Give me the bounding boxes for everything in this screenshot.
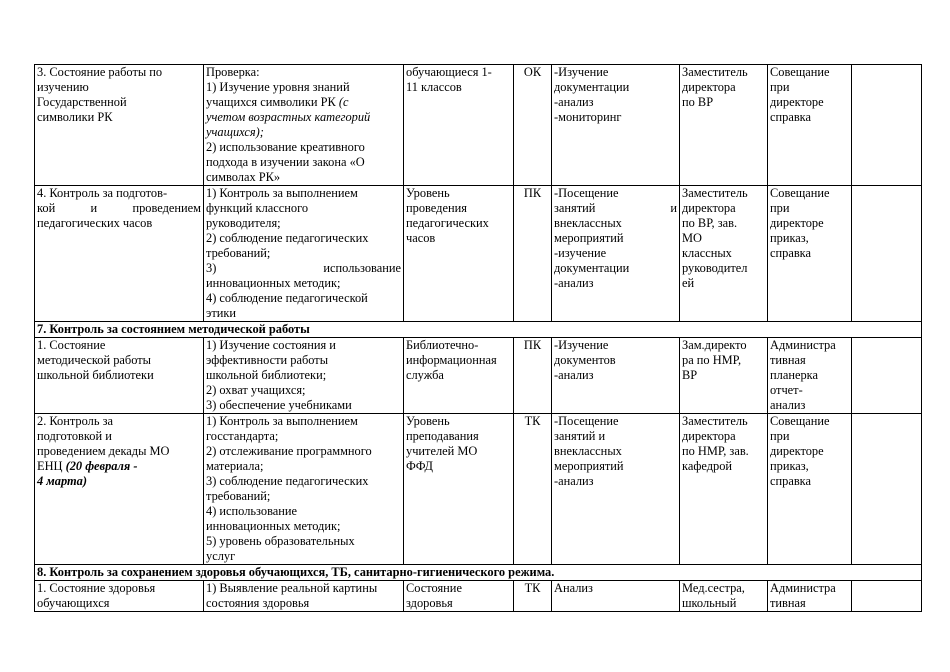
cell-responsible: Заместитель директора по ВР, зав. МО классных руководител ей — [680, 186, 768, 322]
cell-empty — [852, 414, 922, 565]
cell-empty — [852, 581, 922, 612]
cell-responsible: Мед.сестра, школьный — [680, 581, 768, 612]
cell-content: 1) Контроль за выполнением функций классного руководителя; 2) соблюдение педагогических требований; 3) использование инновационных методик; 4) соблюдение педагогической этики — [204, 186, 404, 322]
cell-content: Проверка: 1) Изучение уровня знаний учащихся символики РК (с учетом возрастных категорий учащихся); 2) использование креативного подхода в изучении закона «О символах РК» — [204, 65, 404, 186]
cell-method: -Изучение документов -анализ — [552, 338, 680, 414]
cell-responsible: Заместитель директора по ВР — [680, 65, 768, 186]
cell-empty — [852, 186, 922, 322]
cell-method: -Изучение документации -анализ -мониторинг — [552, 65, 680, 186]
cell-topic: 1. Состояние здоровья обучающихся — [35, 581, 204, 612]
cell-result: Администра тивная — [768, 581, 852, 612]
cell-result: Администра тивная планерка отчет- анализ — [768, 338, 852, 414]
cell-empty — [852, 65, 922, 186]
cell-object: Уровень проведения педагогических часов — [404, 186, 514, 322]
cell-method: -Посещение занятий и внеклассных мероприятий -анализ — [552, 414, 680, 565]
cell-responsible: Зам.директо ра по НМР, ВР — [680, 338, 768, 414]
cell-content: 1) Контроль за выполнением госстандарта; 2) отслеживание программного материала; 3) соблюдение педагогических требований; 4) использование инновационных методик; 5) уровень образовательных услуг — [204, 414, 404, 565]
cell-topic: 3. Состояние работы по изучению Государственной символики РК — [35, 65, 204, 186]
cell-result: Совещание при директоре приказ, справка — [768, 186, 852, 322]
cell-topic: 4. Контроль за подготов- кой и проведением педагогических часов — [35, 186, 204, 322]
cell-object: Библиотечно- информационная служба — [404, 338, 514, 414]
cell-object: Состояние здоровья — [404, 581, 514, 612]
table-row — [35, 65, 922, 186]
cell-result: Совещание при директоре приказ, справка — [768, 414, 852, 565]
cell-method: -Посещение занятий и внеклассных мероприятий -изучение документации -анализ — [552, 186, 680, 322]
section-header-row — [35, 565, 922, 581]
table-row — [35, 414, 922, 565]
section-title: 8. Контроль за сохранением здоровья обучающихся, ТБ, санитарно-гигиенического режима. — [35, 565, 922, 581]
cell-topic: 2. Контроль за подготовкой и проведением декады МО ЕНЦ (20 февраля - 4 марта) — [35, 414, 204, 565]
cell-type: ТК — [514, 414, 552, 565]
table-row — [35, 338, 922, 414]
cell-topic: 1. Состояние методической работы школьной библиотеки — [35, 338, 204, 414]
cell-type: ТК — [514, 581, 552, 612]
section-title: 7. Контроль за состоянием методической работы — [35, 322, 922, 338]
cell-object: обучающиеся 1- 11 классов — [404, 65, 514, 186]
cell-type: ПК — [514, 186, 552, 322]
cell-responsible: Заместитель директора по НМР, зав. кафедрой — [680, 414, 768, 565]
table-row — [35, 186, 922, 322]
cell-type: ОК — [514, 65, 552, 186]
cell-empty — [852, 338, 922, 414]
section-header-row — [35, 322, 922, 338]
control-plan-table — [34, 64, 922, 612]
cell-method: Анализ — [552, 581, 680, 612]
cell-result: Совещание при директоре справка — [768, 65, 852, 186]
cell-object: Уровень преподавания учителей МО ФФД — [404, 414, 514, 565]
cell-content: 1) Выявление реальной картины состояния здоровья — [204, 581, 404, 612]
table-row — [35, 581, 922, 612]
cell-type: ПК — [514, 338, 552, 414]
cell-content: 1) Изучение состояния и эффективности работы школьной библиотеки; 2) охват учащихся; 3) обеспечение учебниками — [204, 338, 404, 414]
